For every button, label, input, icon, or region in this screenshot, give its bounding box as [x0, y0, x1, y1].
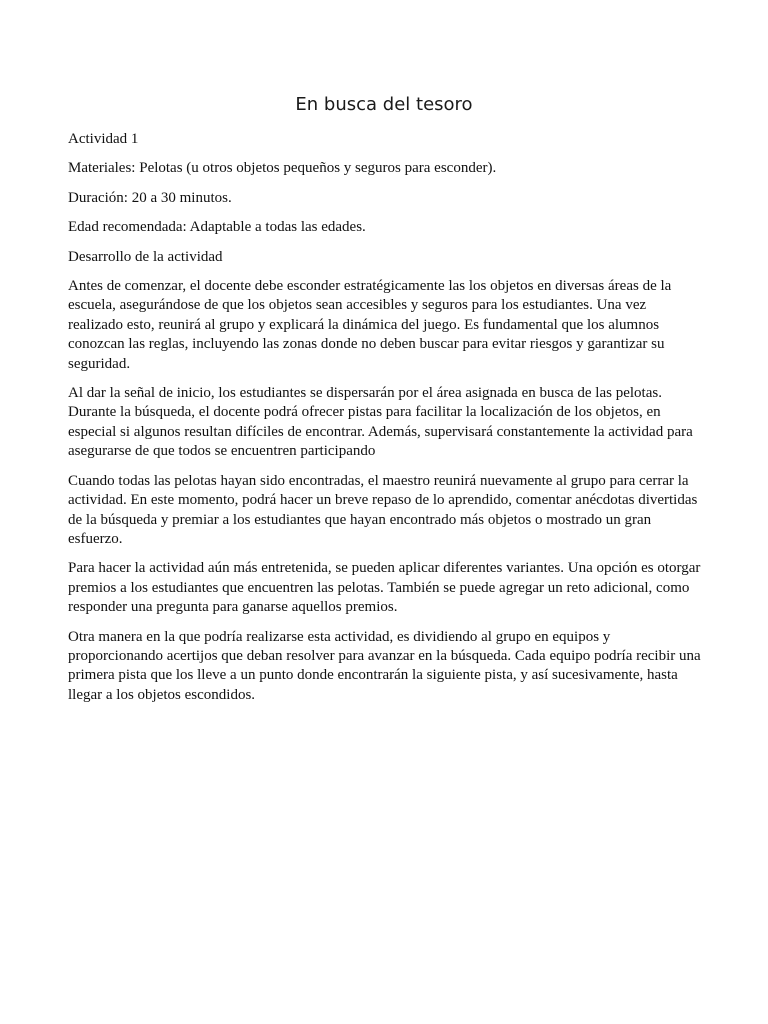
document-title: En busca del tesoro	[295, 94, 473, 115]
body-paragraph: Cuando todas las pelotas hayan sido encontradas, el maestro reunirá nuevamente al grupo para cerrar la actividad. En este momento, podrá hacer un breve repaso de lo aprendido, comentar anécdotas divertidas de la búsqueda y premiar a los estudiantes que hayan encontrado más objetos o mostrado un gran esfuerzo.	[68, 472, 698, 547]
activity-heading: Actividad 1	[68, 131, 139, 147]
body-paragraph: Antes de comenzar, el docente debe esconder estratégicamente las los objetos en diversas áreas de la escuela, asegurándose de que los objetos sean accesibles y seguros para los estudiantes. Una vez realizado esto, reunirá al grupo y explicará la dinámica del juego. Es fundamental que los alumnos conozcan las reglas, incluyendo las zonas donde no deben buscar para evitar riesgos y garantizar su seguridad.	[68, 278, 672, 372]
duration-line: Duración: 20 a 30 minutos.	[68, 189, 232, 206]
materials-line: Materiales: Pelotas (u otros objetos pequeños y seguros para esconder).	[68, 160, 497, 177]
body-paragraph: Para hacer la actividad aún más entretenida, se pueden aplicar diferentes variantes. Una opción es otorgar premios a los estudiantes que encuentren las pelotas. También se puede agregar un reto adicional, como responder una pregunta para ganarse aquellos premios.	[68, 560, 701, 616]
development-heading: Desarrollo de la actividad	[68, 248, 223, 265]
body-paragraph: Otra manera en la que podría realizarse esta actividad, es dividiendo al grupo en equipos y proporcionando acertijos que deban resolver para avanzar en la búsqueda. Cada equipo podría recibir una primera pista que los lleve a un punto donde encontrarán la siguiente pista, y así sucesivamente, hasta llegar a los objetos escondidos.	[68, 628, 701, 703]
recommended-age-line: Edad recomendada: Adaptable a todas las edades.	[68, 219, 366, 236]
body-paragraph: Al dar la señal de inicio, los estudiantes se dispersarán por el área asignada en busca de las pelotas. Durante la búsqueda, el docente podrá ofrecer pistas para facilitar la localización de los objetos, en especial si algunos resultan difíciles de encontrar. Además, supervisará constantemente la actividad para asegurarse de que todos se encuentren participando	[68, 385, 693, 460]
document-body	[68, 130, 704, 715]
